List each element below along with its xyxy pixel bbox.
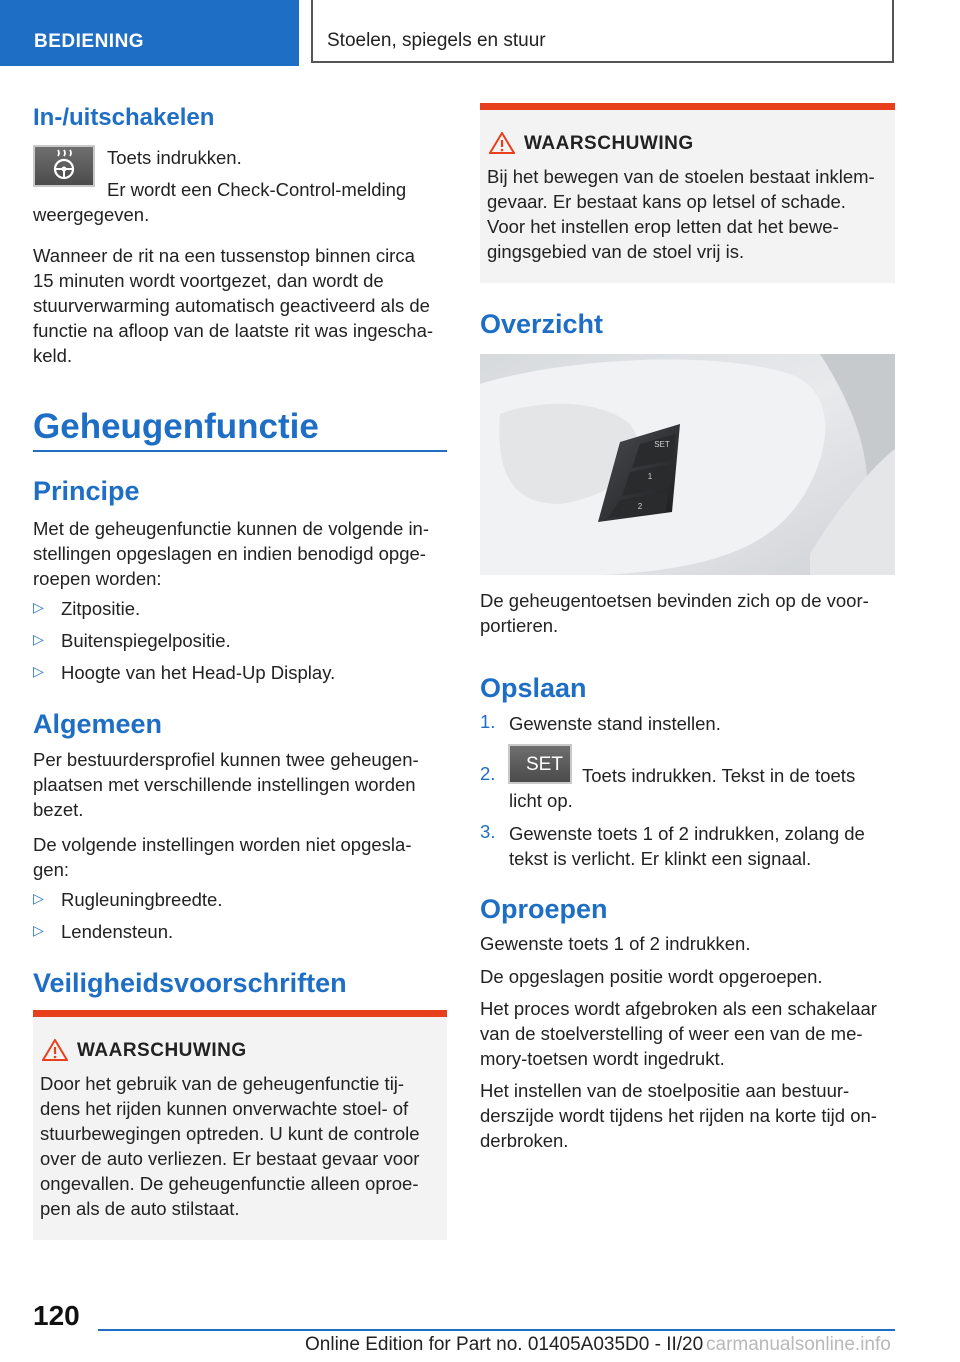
steering-heat-button-icon bbox=[33, 145, 95, 187]
warning-bar bbox=[480, 103, 895, 110]
principle-heading: Principe bbox=[33, 476, 140, 506]
text-line: Bij het bewegen van de stoelen bestaat inklem- bbox=[487, 166, 875, 187]
footer-rule bbox=[98, 1329, 895, 1331]
principle-paragraph bbox=[33, 516, 429, 591]
photo-button-1-label: 1 bbox=[647, 472, 653, 481]
text-line: mory-toetsen wordt ingedrukt. bbox=[480, 1048, 725, 1069]
recall-heading: Oproepen bbox=[480, 894, 608, 924]
text-line: derszijde wordt tijdens het rijden na korte tijd on- bbox=[480, 1105, 877, 1126]
text-line: dens het rijden kunnen onverwachte stoel- of bbox=[40, 1098, 409, 1119]
triangle-bullet-icon: ▷ bbox=[33, 663, 44, 679]
watermark: carmanualsonline.info bbox=[706, 1334, 891, 1355]
edition-text: Online Edition for Part no. 01405A035D0 - II/20 bbox=[305, 1334, 704, 1355]
recall-paragraph-3 bbox=[480, 996, 877, 1071]
list-item-text: Hoogte van het Head-Up Display. bbox=[61, 662, 336, 683]
text-line: gen: bbox=[33, 859, 70, 880]
triangle-bullet-icon: ▷ bbox=[33, 890, 44, 906]
set-button-icon bbox=[508, 744, 572, 784]
memory-heading: Geheugenfunctie bbox=[33, 407, 319, 446]
list-item bbox=[33, 628, 447, 653]
store-heading: Opslaan bbox=[480, 673, 587, 703]
page-header bbox=[0, 0, 960, 66]
text-line: Wanneer de rit na een tussenstop binnen circa bbox=[33, 245, 415, 266]
steering-wheel-heat-icon bbox=[35, 147, 93, 185]
text-line: Het proces wordt afgebroken als een schakelaar bbox=[480, 998, 877, 1019]
text-line: pen als de auto stilstaat. bbox=[40, 1198, 240, 1219]
general-paragraph-1 bbox=[33, 747, 419, 822]
text-line: over de auto verliezen. Er bestaat gevaar voor bbox=[40, 1148, 420, 1169]
list-item-text: Buitenspiegelpositie. bbox=[61, 630, 231, 651]
text-line: Voor het instellen erop letten dat het bewe- bbox=[487, 216, 839, 237]
step-text: Gewenste toets 1 of 2 indrukken, zolang de bbox=[509, 823, 865, 844]
step-text: tekst is verlicht. Er klinkt een signaal. bbox=[509, 848, 812, 869]
list-item bbox=[33, 596, 447, 621]
text-line: 15 minuten wordt voortgezet, dan wordt de bbox=[33, 270, 384, 291]
photo-button-2-label: 2 bbox=[637, 502, 643, 511]
section-tab bbox=[0, 0, 299, 66]
text-line: ongevallen. De geheugenfunctie alleen oproe- bbox=[40, 1173, 419, 1194]
text-line: gingsgebied van de stoel vrij is. bbox=[487, 241, 745, 262]
warning-title: WAARSCHUWING bbox=[524, 133, 694, 154]
list-item bbox=[33, 660, 447, 685]
warning-text bbox=[40, 1071, 420, 1221]
general-paragraph-2 bbox=[33, 832, 411, 882]
overview-paragraph bbox=[480, 588, 869, 638]
step-number: 1. bbox=[480, 711, 496, 732]
recall-paragraph-4 bbox=[480, 1078, 877, 1153]
warning-title: WAARSCHUWING bbox=[77, 1040, 247, 1061]
list-item-text: Lendensteun. bbox=[61, 921, 174, 942]
step-number: 3. bbox=[480, 821, 496, 842]
door-memory-buttons-photo bbox=[480, 354, 895, 575]
triangle-bullet-icon: ▷ bbox=[33, 631, 44, 647]
list-item-text: Rugleuningbreedte. bbox=[61, 889, 223, 910]
warning-bar bbox=[33, 1010, 447, 1017]
text-line: roepen worden: bbox=[33, 568, 162, 589]
list-item-text: Zitpositie. bbox=[61, 598, 141, 619]
text-line: stuurverwarming automatisch geactiveerd als de bbox=[33, 295, 430, 316]
onoff-line-2a: Er wordt een Check-Control-melding bbox=[107, 179, 407, 200]
text-line: plaatsen met verschillende instellingen worden bbox=[33, 774, 416, 795]
text-line: derbroken. bbox=[480, 1130, 569, 1151]
onoff-line-2b: weergegeven. bbox=[33, 204, 150, 225]
onoff-paragraph bbox=[33, 243, 433, 368]
text-line: Het instellen van de stoelpositie aan bestuur- bbox=[480, 1080, 850, 1101]
warning-triangle-icon bbox=[42, 1039, 68, 1061]
text-line: van de stoelverstelling of weer een van de me- bbox=[480, 1023, 863, 1044]
text-line: portieren. bbox=[480, 615, 559, 636]
section-title: BEDIENING bbox=[34, 31, 145, 52]
step-number: 2. bbox=[480, 763, 496, 784]
text-line: Door het gebruik van de geheugenfunctie tij- bbox=[40, 1073, 405, 1094]
text-line: Met de geheugenfunctie kunnen de volgende in- bbox=[33, 518, 429, 539]
set-button-label: SET bbox=[526, 754, 563, 775]
text-line: stuurbewegingen optreden. U kunt de controle bbox=[40, 1123, 420, 1144]
page-number: 120 bbox=[33, 1300, 80, 1331]
general-heading: Algemeen bbox=[33, 709, 163, 739]
warning-box bbox=[480, 103, 895, 283]
text-line: bezet. bbox=[33, 799, 84, 820]
text-line: De geheugentoetsen bevinden zich op de voor- bbox=[480, 590, 869, 611]
list-item bbox=[33, 887, 447, 912]
triangle-bullet-icon: ▷ bbox=[33, 922, 44, 938]
text-line: keld. bbox=[33, 345, 73, 366]
triangle-bullet-icon: ▷ bbox=[33, 599, 44, 615]
text-line: Per bestuurdersprofiel kunnen twee geheugen- bbox=[33, 749, 419, 770]
step-text: Toets indrukken. Tekst in de toets bbox=[582, 765, 856, 786]
overview-heading: Overzicht bbox=[480, 309, 604, 339]
list-item bbox=[33, 919, 447, 944]
text-line: functie na afloop van de laatste rit was ingescha- bbox=[33, 320, 434, 341]
warning-triangle-icon bbox=[489, 132, 515, 154]
text-line: stellingen opgeslagen en indien benodigd opge- bbox=[33, 543, 426, 564]
chapter-box bbox=[311, 0, 894, 63]
text-line: gevaar. Er bestaat kans op letsel of schade. bbox=[487, 191, 846, 212]
warning-box bbox=[33, 1010, 447, 1240]
photo-set-label: SET bbox=[654, 440, 670, 449]
chapter-title: Stoelen, spiegels en stuur bbox=[327, 30, 546, 51]
onoff-heading: In-/uitschakelen bbox=[33, 104, 215, 131]
warning-text bbox=[487, 164, 875, 264]
safety-heading: Veiligheidsvoorschriften bbox=[33, 968, 347, 998]
step-text: Gewenste stand instellen. bbox=[509, 713, 721, 734]
onoff-line-1: Toets indrukken. bbox=[107, 147, 242, 168]
step-text: licht op. bbox=[509, 790, 573, 811]
recall-paragraph-2: De opgeslagen positie wordt opgeroepen. bbox=[480, 966, 823, 987]
text-line: De volgende instellingen worden niet opgesla- bbox=[33, 834, 412, 855]
heading-rule bbox=[33, 450, 447, 452]
recall-paragraph-1: Gewenste toets 1 of 2 indrukken. bbox=[480, 933, 751, 954]
